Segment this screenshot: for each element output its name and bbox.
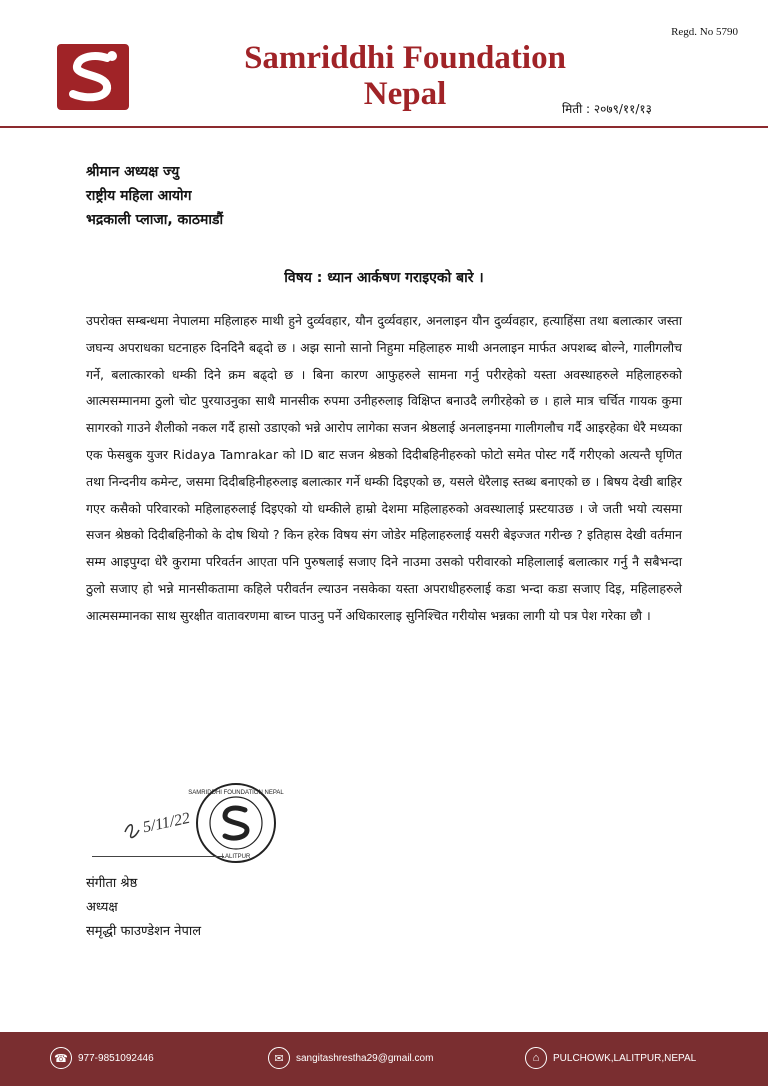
seal-text: SAMRIDDHI FOUNDATION NEPAL xyxy=(188,790,284,796)
signatory-org: समृद्धी फाउण्डेशन नेपाल xyxy=(86,924,202,939)
letter-date: मिती : २०७९/११/१३ xyxy=(562,102,652,116)
footer-bar xyxy=(0,1032,768,1086)
email-icon: ✉ xyxy=(268,1047,290,1069)
header-divider xyxy=(0,126,768,128)
handwritten-signature xyxy=(95,800,205,850)
seal-city: LALITPUR xyxy=(221,854,251,860)
signatory-title: अध्यक्ष xyxy=(86,900,118,915)
phone-number: 977-9851092446 xyxy=(78,1052,154,1064)
postal-address: PULCHOWK,LALITPUR,NEPAL xyxy=(553,1052,697,1064)
home-icon: ⌂ xyxy=(525,1047,547,1069)
signature-block xyxy=(86,872,201,944)
recipient-address xyxy=(86,160,223,232)
signatory-name: संगीता श्रेष्ठ xyxy=(86,876,138,891)
footer-phone xyxy=(50,1047,154,1069)
letter-body: उपरोक्त सम्बन्धमा नेपालमा महिलाहरु माथी हुने दुर्व्यवहार, यौन दुर्व्यवहार, अनलाइन यौन दुर्व्यवहार, हत्याहिंसा तथा बलात्कार जस्ता जघन्य अपराधका घटनाहरु दिनदिनै बढ्दो छ । अझ सानो सानो निहुमा महिलाहरु माथी अनलाइन मार्फत अपशब्द बोल्ने, गालीगलौच गर्ने, बलात्कारको धम्की दिने क्रम बढ्दो छ । बिना कारण आफुहरुले सामना गर्नु परीरहेको यस्ता अवस्थाहरुले महिलाहरुको आत्मसम्मानमा ठुलो चोट पुरयाउनुका साथै मानसीक रुपमा उनीहरुलाइ विक्षिप्त बनाउदै लगीरहेको छ । हाले मात्र चर्चित गायक कुमा सागरको गाउने शैलीको नकल गर्दै हासो उडाएको भन्ने आरोप लागेका सजन श्रेष्ठलाई अनलाइनमा गालीगलौच गर्दै आइरहेका धेरै मध्यका एक फेसबुक युजर Ridaya Tamrakar को ID बाट सजन श्रेष्ठको दिदीबहिनीहरुको फोटो समेत पोस्ट गर्दै गरीएको अत्यन्तै घृणित तथा निन्दनीय कमेन्ट, जसमा दिदीबहिनीहरुलाइ बलात्कार गर्ने धम्की दिइएको छ, यसले धेरैलाइ स्तब्ध बनाएको छ । बिषय देखी बाहिर गएर कसैको परिवारको महिलाहरुलाई दिइएको यो धम्कीले हाम्रो देशमा महिलाहरुको अवस्थालाई प्रस्टयाउछ । जे जती भयो त्यसमा सजन श्रेष्ठको दिदीबहिनीको के दोष थियो ? किन हरेक विषय संग जोडेर महिलाहरुलाई यसरी बेइज्जत गरीन्छ ? इतिहास देखी वर्तमान सम्म आइपुग्दा धेरै कुरामा परिवर्तन आएता पनि पुरुषलाई सजाए दिने नाउमा उसको परीवारको महिलालाई बलात्कार गर्नु नै सबैभन्दा ठुलो सजाए हो भन्ने मानसीकतामा कहिले परीवर्तन ल्याउन नसकेका यस्ता अपराधीहरुलाई कडा भन्दा कडा सजाए दिइ, महिलाहरुले आत्मसम्मानका साथ सुरक्षीत वातावरणमा बाच्न पाउनु पर्ने अधिकारलाइ सुनिश्चित गरीयोस भन्नका लागी यो पत्र पेश गरेका छौ । xyxy=(86,313,682,623)
foundation-seal-icon xyxy=(188,782,284,864)
organization-name-line2: Nepal xyxy=(363,76,447,112)
recipient-line: भद्रकाली प्लाजा, काठमाडौं xyxy=(86,212,224,228)
recipient-line: श्रीमान अध्यक्ष ज्यु xyxy=(86,164,180,180)
organization-name-line1: Samriddhi Foundation xyxy=(244,40,566,76)
letter-subject: विषय : ध्यान आर्कषण गराइएको बारे । xyxy=(284,270,484,286)
registration-number: Regd. No 5790 xyxy=(671,26,738,38)
foundation-logo-icon xyxy=(57,44,129,110)
signature-handwriting: 5/11/22 xyxy=(141,809,192,837)
recipient-line: राष्ट्रीय महिला आयोग xyxy=(86,188,192,204)
phone-icon: ☎ xyxy=(50,1047,72,1069)
email-address[interactable]: sangitashrestha29@gmail.com xyxy=(296,1052,434,1064)
footer-email xyxy=(268,1047,433,1069)
footer-address xyxy=(525,1047,696,1069)
signature-line xyxy=(92,856,224,857)
